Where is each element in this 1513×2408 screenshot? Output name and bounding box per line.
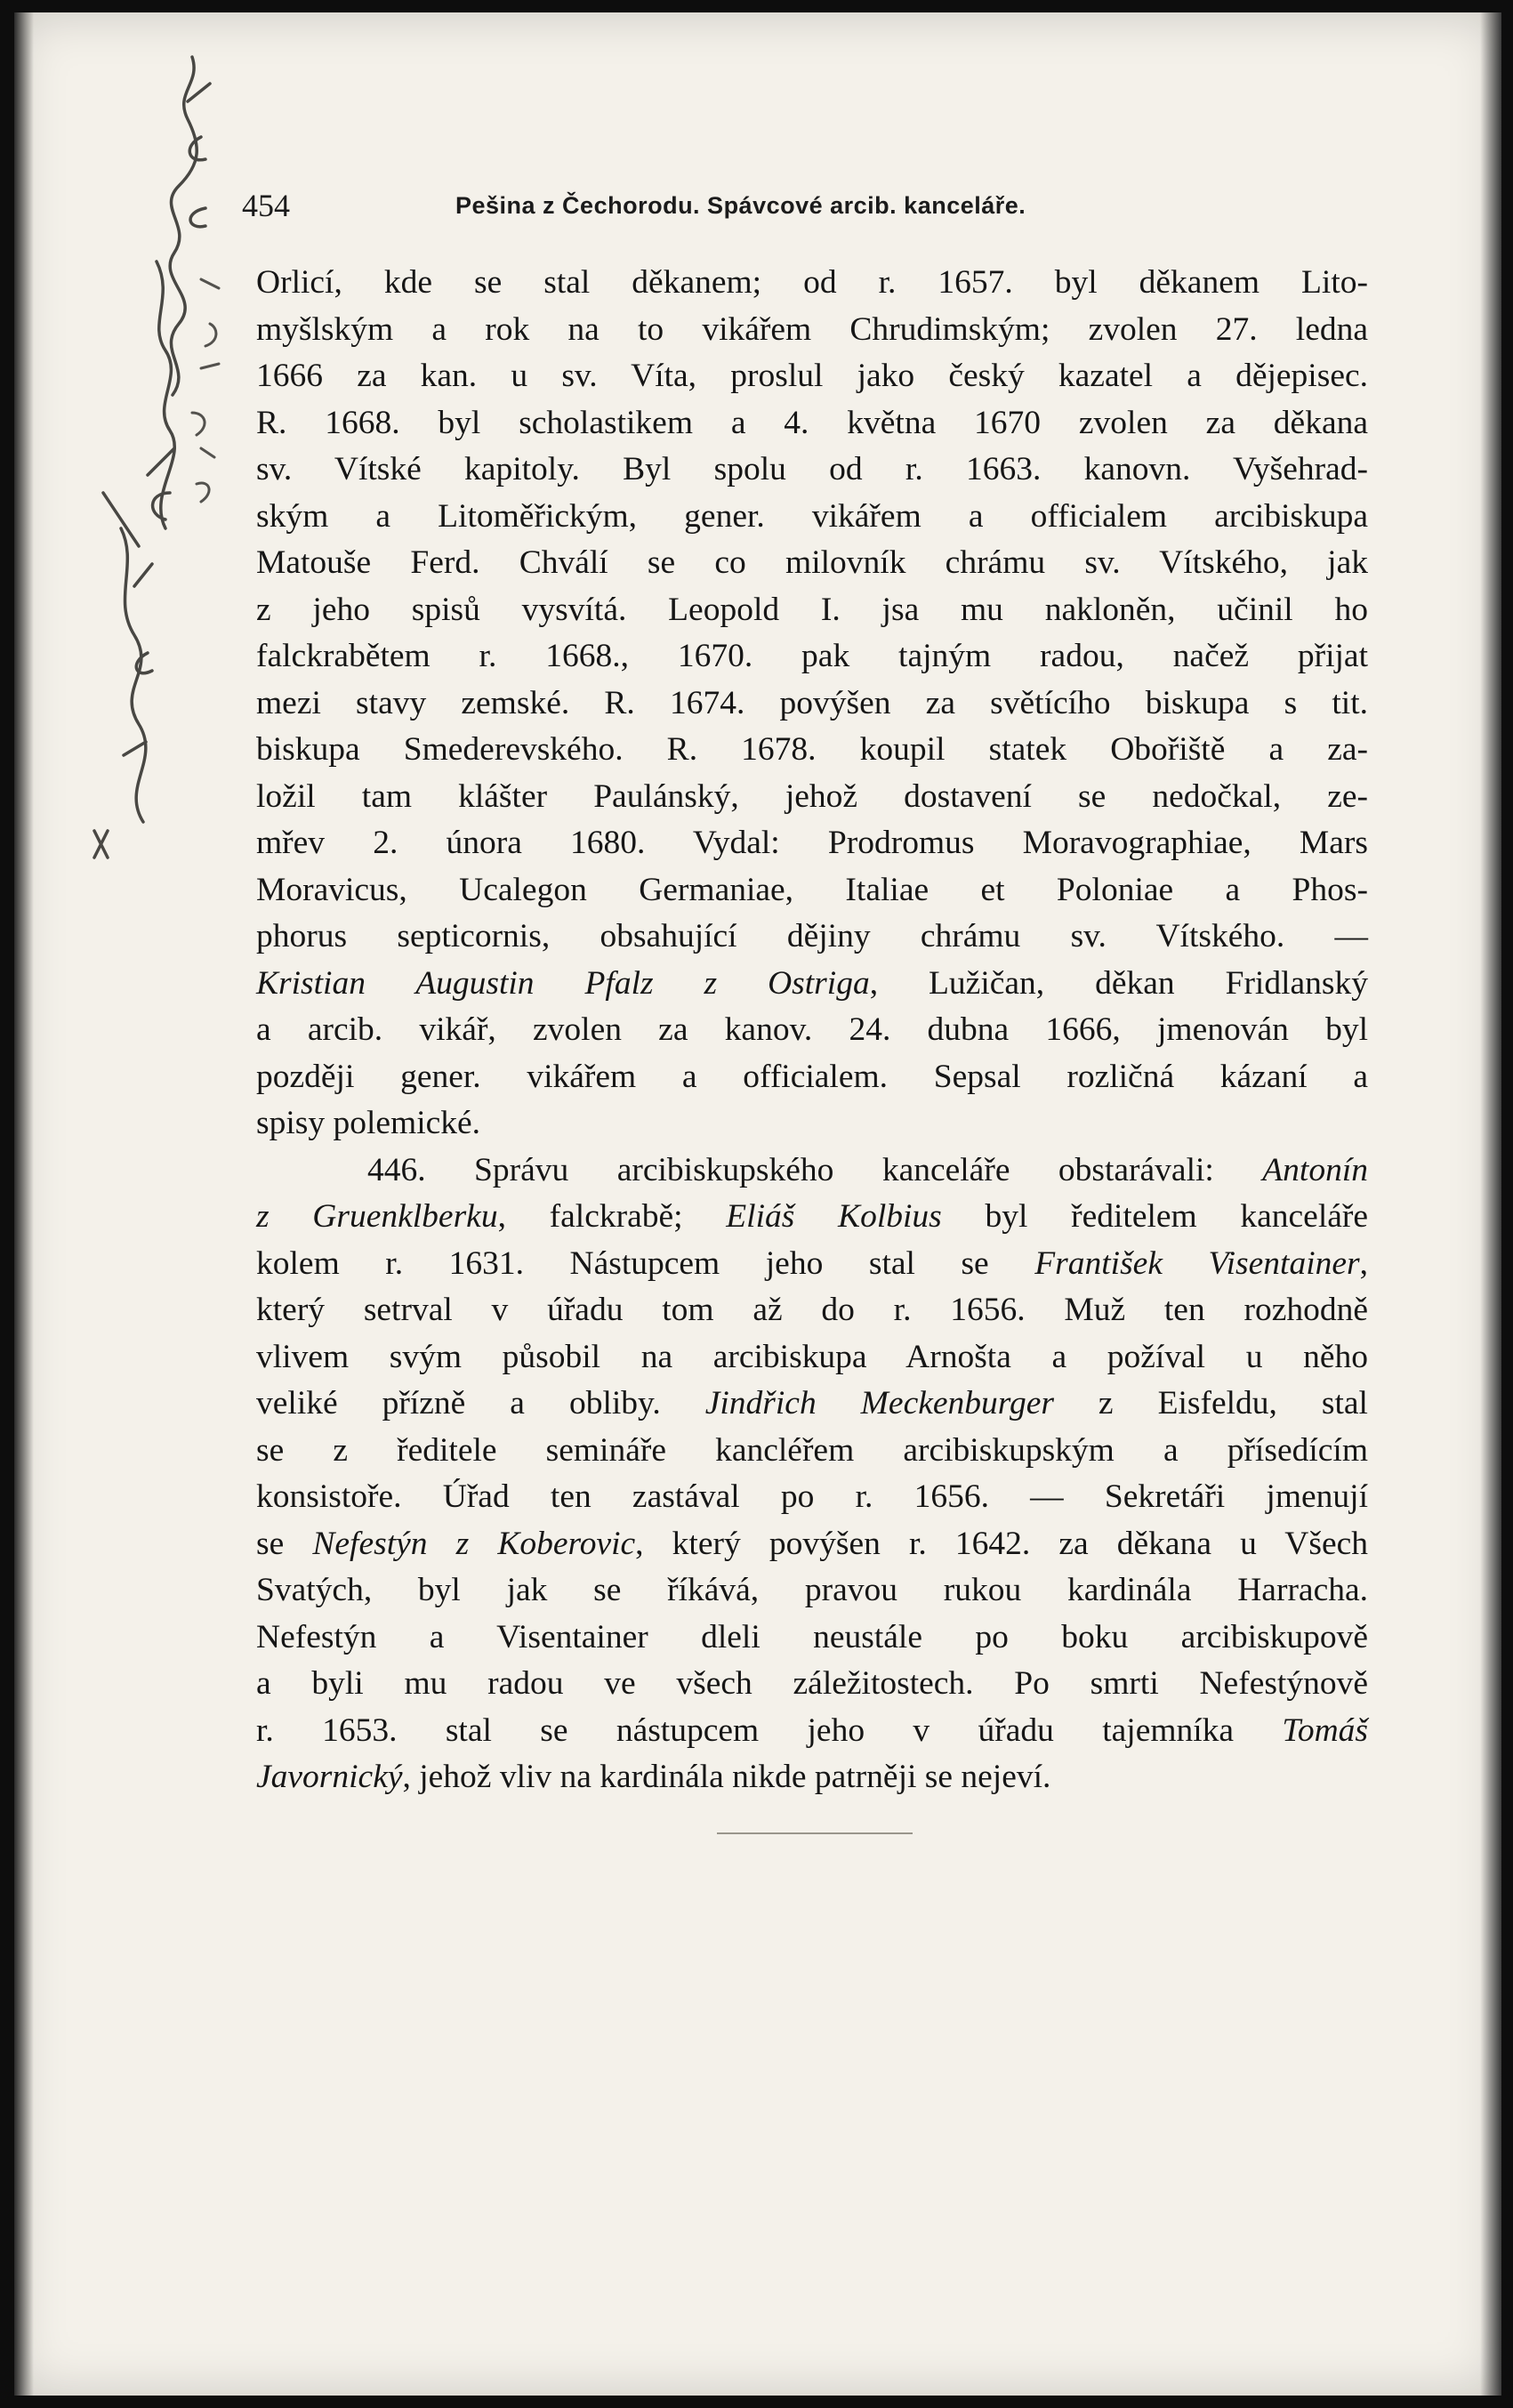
text-run: ským a Litoměřickým, gener. vikářem a officialem arcibiskupa xyxy=(256,497,1368,535)
text-line xyxy=(256,1007,1368,1054)
text-run: Orlicí, kde se stal děkanem; od r. 1657. byl děkanem Lito- xyxy=(256,264,1368,301)
text-line xyxy=(256,1334,1368,1381)
text-line xyxy=(256,633,1368,681)
italic-name: Jindřich Meckenburger xyxy=(704,1385,1054,1421)
text-run: 1666 za kan. u sv. Víta, proslul jako český kazatel a dějepisec. xyxy=(256,358,1368,394)
text-run: , který povýšen r. 1642. za děkana u Všech xyxy=(635,1525,1369,1562)
text-line xyxy=(256,1521,1368,1568)
text-line xyxy=(256,1100,1368,1148)
text-line xyxy=(256,447,1368,494)
text-line xyxy=(256,774,1368,821)
text-run: phorus septicornis, obsahující dějiny chrámu sv. Vítského. — xyxy=(256,918,1368,954)
page-number: 454 xyxy=(242,188,290,223)
text-line xyxy=(256,540,1368,587)
text-run: 446. Správu arcibiskupského kanceláře obstarávali: xyxy=(367,1151,1263,1188)
text-line xyxy=(256,494,1368,541)
text-run: z jeho spisů vysvítá. Leopold I. jsa mu nakloněn, učinil ho xyxy=(256,591,1368,628)
text-run: a byli mu radou ve všech záležitostech. Po smrti Nefestýnově xyxy=(256,1665,1368,1702)
text-line xyxy=(256,353,1368,400)
text-run: Svatých, byl jak se říkává, pravou rukou kardinála Harracha. xyxy=(256,1572,1368,1608)
text-line xyxy=(256,1567,1368,1615)
text-run: biskupa Smederevského. R. 1678. koupil statek Obořiště a za- xyxy=(256,731,1368,768)
text-run: spisy polemické. xyxy=(256,1105,481,1141)
text-line xyxy=(256,260,1368,307)
italic-name: Eliáš Kolbius xyxy=(726,1198,942,1235)
text-run: ložil tam klášter Paulánský, jehož dostavení se nedočkal, ze- xyxy=(256,777,1368,815)
text-line xyxy=(256,681,1368,728)
text-line xyxy=(256,1287,1368,1334)
text-run: vlivem svým působil na arcibiskupa Arnošta a požíval u něho xyxy=(256,1338,1368,1375)
text-line xyxy=(256,961,1368,1008)
text-run: , falckrabě; xyxy=(497,1198,727,1235)
text-line xyxy=(256,1754,1368,1801)
text-line xyxy=(256,914,1368,961)
italic-name: František Visentainer xyxy=(1034,1244,1360,1282)
text-run: mezi stavy zemské. R. 1674. povýšen za světícího biskupa s tit. xyxy=(256,684,1368,721)
text-line xyxy=(256,1381,1368,1428)
text-run: a arcib. vikář, zvolen za kanov. 24. dubna 1666, jmenován byl xyxy=(256,1011,1368,1048)
text-line xyxy=(256,1194,1368,1241)
text-line xyxy=(256,400,1368,447)
end-rule xyxy=(717,1832,913,1834)
text-run: se xyxy=(256,1525,313,1562)
italic-name: Javornický xyxy=(256,1759,403,1795)
text-run: se z ředitele semináře kancléřem arcibiskupským a přísedícím xyxy=(256,1431,1368,1469)
text-run: konsistoře. Úřad ten zastával po r. 1656. — Sekretáři jmenují xyxy=(256,1478,1368,1515)
text-line xyxy=(256,1474,1368,1521)
italic-name: z Gruenklberku xyxy=(256,1198,498,1235)
text-line xyxy=(256,727,1368,774)
text-run: který setrval v úřadu tom až do r. 1656. Muž ten rozhodně xyxy=(256,1292,1368,1328)
text-line xyxy=(256,1615,1368,1662)
text-run: Matouše Ferd. Chválí se co milovník chrámu sv. Vítského, jak xyxy=(256,544,1368,581)
text-run: , jehož vliv na kardinála nikde patrněji se nejeví. xyxy=(402,1759,1051,1795)
page-right-shadow xyxy=(1480,12,1501,2396)
text-run: byl ředitelem kanceláře xyxy=(941,1198,1369,1235)
text-line xyxy=(256,307,1368,354)
text-line xyxy=(256,1428,1368,1475)
text-run: z Eisfeldu, stal xyxy=(1053,1385,1368,1421)
text-line xyxy=(256,1241,1368,1288)
italic-name: Nefestýn z Koberovic xyxy=(312,1525,636,1562)
text-run: falckrabětem r. 1668., 1670. pak tajným radou, načež přijat xyxy=(256,638,1368,674)
body-text xyxy=(256,260,1368,1801)
text-run: sv. Vítské kapitoly. Byl spolu od r. 1663. kanovn. Vyšehrad- xyxy=(256,451,1368,487)
page-left-shadow xyxy=(14,12,34,2396)
book-page xyxy=(14,12,1501,2396)
text-line xyxy=(256,1661,1368,1708)
text-run: veliké přízně a obliby. xyxy=(256,1385,705,1421)
text-line xyxy=(256,867,1368,914)
running-title: Pešina z Čechorodu. Spávcové arcib. kanceláře. xyxy=(455,192,1026,219)
text-run: , Lužičan, děkan Fridlanský xyxy=(869,964,1369,1002)
text-run: Moravicus, Ucalegon Germaniae, Italiae et Poloniae a Phos- xyxy=(256,871,1368,908)
text-run: r. 1653. stal se nástupcem jeho v úřadu tajemníka xyxy=(256,1711,1283,1749)
italic-name: Kristian Augustin Pfalz z Ostriga xyxy=(256,964,870,1002)
text-run: R. 1668. byl scholastikem a 4. května 1670 zvolen za děkana xyxy=(256,404,1368,441)
text-line xyxy=(256,1148,1368,1195)
text-run: , xyxy=(1359,1244,1368,1282)
text-run: myšlským a rok na to vikářem Chrudimským; zvolen 27. ledna xyxy=(256,310,1368,348)
text-line xyxy=(256,587,1368,634)
text-line xyxy=(256,820,1368,867)
text-run: Nefestýn a Visentainer dleli neustále po boku arcibiskupově xyxy=(256,1618,1368,1655)
text-run: později gener. vikářem a officialem. Sepsal rozličná kázaní a xyxy=(256,1058,1368,1095)
italic-name: Antonín xyxy=(1262,1151,1368,1188)
text-run: mřev 2. února 1680. Vydal: Prodromus Moravographiae, Mars xyxy=(256,825,1368,861)
text-line xyxy=(256,1054,1368,1101)
text-line xyxy=(256,1708,1368,1755)
handwritten-marginal-note xyxy=(68,30,245,920)
text-run: kolem r. 1631. Nástupcem jeho stal se xyxy=(256,1244,1035,1282)
italic-name: Tomáš xyxy=(1282,1711,1368,1749)
